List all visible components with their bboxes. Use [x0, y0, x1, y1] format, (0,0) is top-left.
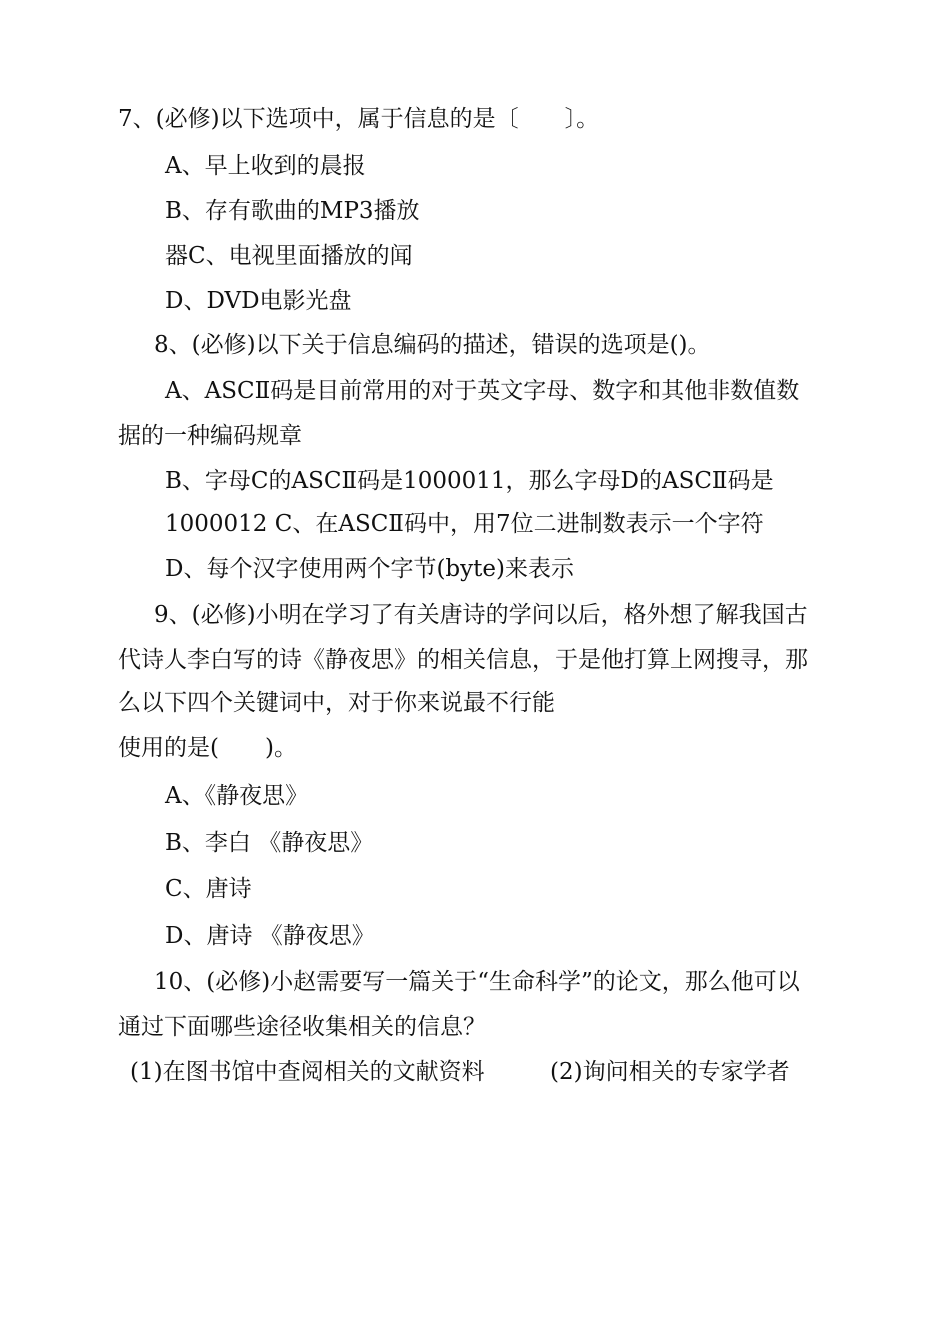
- q8-option-b: B、字母C的ASCⅡ码是1000011，那么字母D的ASCⅡ码是: [165, 468, 774, 494]
- q10-stem-line1: 10、(必修)小赵需要写一篇关于“生命科学”的论文，那么他可以: [154, 969, 800, 995]
- q8-option-a-line1: A、ASCⅡ码是目前常用的对于英文字母、数字和其他非数值数: [165, 378, 800, 404]
- q7-option-a: A、早上收到的晨报: [165, 153, 366, 179]
- q10-stem-line2: 通过下面哪些途径收集相关的信息？: [118, 1014, 486, 1040]
- q10-option-1: (1)在图书馆中查阅相关的文献资料: [130, 1059, 485, 1085]
- q7-stem: 7、(必修)以下选项中，属于信息的是〔 〕。: [118, 106, 600, 132]
- q7-option-b: B、存有歌曲的MP3播放: [165, 198, 420, 224]
- q9-stem-line1: 9、(必修)小明在学习了有关唐诗的学问以后，格外想了解我国古: [154, 602, 808, 628]
- q8-option-c: 1000012 C、在ASCⅡ码中，用7位二进制数表示一个字符: [165, 511, 764, 537]
- q9-option-a: A、《静夜思》: [165, 783, 309, 809]
- q8-option-d: D、每个汉字使用两个字节(byte)来表示: [165, 556, 574, 582]
- q9-stem-line2: 代诗人李白写的诗《静夜思》的相关信息，于是他打算上网搜寻，那: [118, 647, 808, 673]
- q7-option-c: 器C、电视里面播放的闻: [165, 243, 413, 269]
- q9-option-c: C、唐诗: [165, 876, 252, 902]
- q10-option-2: (2)询问相关的专家学者: [550, 1059, 790, 1085]
- q8-option-a-line2: 据的一种编码规章: [118, 423, 302, 449]
- q9-option-d: D、唐诗 《静夜思》: [165, 923, 375, 949]
- q9-stem-line3: 么以下四个关键词中，对于你来说最不行能: [118, 690, 555, 716]
- q9-option-b: B、李白 《静夜思》: [165, 830, 374, 856]
- q7-option-d: D、DVD电影光盘: [165, 288, 352, 314]
- q9-stem-line4: 使用的是( )。: [118, 735, 297, 761]
- q8-stem: 8、(必修)以下关于信息编码的描述，错误的选项是()。: [154, 332, 711, 358]
